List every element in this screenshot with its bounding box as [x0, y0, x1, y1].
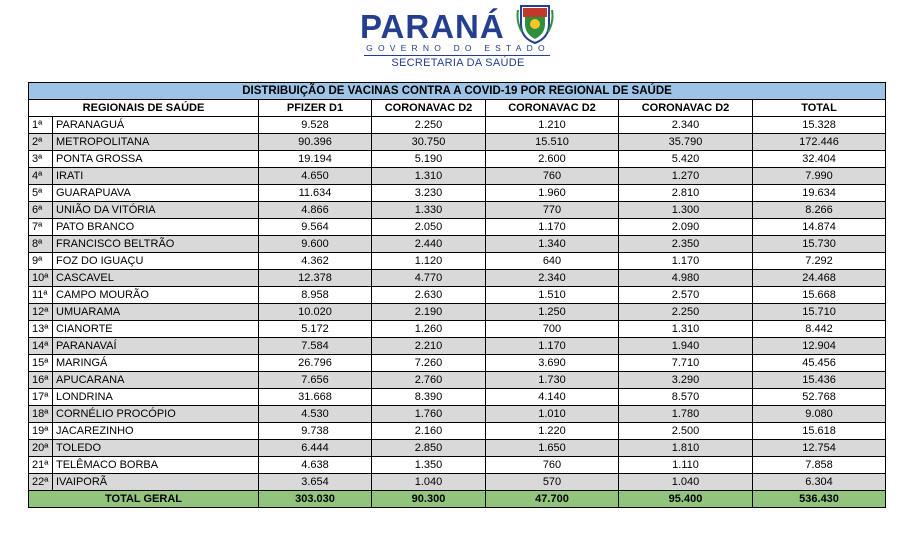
coronavac-d2-c-cell: 1.040: [619, 474, 753, 491]
coronavac-d2-c-cell: 5.420: [619, 151, 753, 168]
region-name: PATO BRANCO: [53, 219, 259, 236]
coronavac-d2-b-cell: 1.510: [486, 287, 619, 304]
header-divider: [364, 55, 550, 56]
table-row: [29, 270, 886, 287]
row-total-cell: 15.710: [753, 304, 886, 321]
coronavac-d2-b-cell: 770: [486, 202, 619, 219]
table-row: [29, 151, 886, 168]
table-row: [29, 457, 886, 474]
coronavac-d2-b-cell: 1.960: [486, 185, 619, 202]
total-cell: 95.400: [619, 491, 753, 508]
region-ordinal: 15ª: [29, 355, 53, 372]
region-name: MARINGÁ: [53, 355, 259, 372]
row-total-cell: 8.442: [753, 321, 886, 338]
pfizer-d1-cell: 4.638: [259, 457, 372, 474]
coronavac-d2-a-cell: 2.190: [372, 304, 486, 321]
region-ordinal: 20ª: [29, 440, 53, 457]
coronavac-d2-b-cell: 15.510: [486, 134, 619, 151]
row-total-cell: 15.328: [753, 117, 886, 134]
pfizer-d1-cell: 4.530: [259, 406, 372, 423]
row-total-cell: 32.404: [753, 151, 886, 168]
table-row: [29, 202, 886, 219]
table-row: [29, 440, 886, 457]
coronavac-d2-b-cell: 1.210: [486, 117, 619, 134]
region-ordinal: 3ª: [29, 151, 53, 168]
region-name: FOZ DO IGUAÇU: [53, 253, 259, 270]
coronavac-d2-a-cell: 1.760: [372, 406, 486, 423]
coronavac-d2-a-cell: 2.440: [372, 236, 486, 253]
pfizer-d1-cell: 9.564: [259, 219, 372, 236]
row-total-cell: 172.446: [753, 134, 886, 151]
region-ordinal: 17ª: [29, 389, 53, 406]
pfizer-d1-cell: 5.172: [259, 321, 372, 338]
region-name: GUARAPUAVA: [53, 185, 259, 202]
pfizer-d1-cell: 10.020: [259, 304, 372, 321]
table-row: [29, 185, 886, 202]
table-row: [29, 253, 886, 270]
coronavac-d2-c-cell: 1.170: [619, 253, 753, 270]
region-name: APUCARANA: [53, 372, 259, 389]
coronavac-d2-c-cell: 2.810: [619, 185, 753, 202]
row-total-cell: 7.990: [753, 168, 886, 185]
column-header-coronavac-d2-a: CORONAVAC D2: [372, 100, 486, 117]
table-row: [29, 389, 886, 406]
column-header-coronavac-d2-b: CORONAVAC D2: [486, 100, 619, 117]
table-row: [29, 338, 886, 355]
region-name: PARANAGUÁ: [53, 117, 259, 134]
coronavac-d2-b-cell: 1.170: [486, 219, 619, 236]
pfizer-d1-cell: 31.668: [259, 389, 372, 406]
row-total-cell: 15.436: [753, 372, 886, 389]
total-cell: 90.300: [372, 491, 486, 508]
region-name: CIANORTE: [53, 321, 259, 338]
row-total-cell: 45.456: [753, 355, 886, 372]
row-total-cell: 15.730: [753, 236, 886, 253]
table-row: [29, 134, 886, 151]
row-total-cell: 12.904: [753, 338, 886, 355]
column-header-regionais: REGIONAIS DE SAÚDE: [29, 100, 259, 117]
pfizer-d1-cell: 9.738: [259, 423, 372, 440]
total-row: [29, 491, 886, 508]
coronavac-d2-b-cell: 1.170: [486, 338, 619, 355]
region-name: METROPOLITANA: [53, 134, 259, 151]
pfizer-d1-cell: 7.584: [259, 338, 372, 355]
coronavac-d2-c-cell: 1.810: [619, 440, 753, 457]
table-header-row: [29, 100, 886, 117]
row-total-cell: 15.668: [753, 287, 886, 304]
coronavac-d2-c-cell: 2.090: [619, 219, 753, 236]
table-row: [29, 372, 886, 389]
coronavac-d2-c-cell: 1.780: [619, 406, 753, 423]
region-ordinal: 19ª: [29, 423, 53, 440]
region-ordinal: 5ª: [29, 185, 53, 202]
coronavac-d2-a-cell: 2.210: [372, 338, 486, 355]
coronavac-d2-b-cell: 1.220: [486, 423, 619, 440]
coronavac-d2-b-cell: 1.010: [486, 406, 619, 423]
pfizer-d1-cell: 9.528: [259, 117, 372, 134]
coronavac-d2-c-cell: 1.310: [619, 321, 753, 338]
table-title-row: [29, 83, 886, 100]
table-title: DISTRIBUIÇÃO DE VACINAS CONTRA A COVID-19 POR REGIONAL DE SAÚDE: [29, 83, 886, 100]
table-row: [29, 287, 886, 304]
coronavac-d2-a-cell: 2.760: [372, 372, 486, 389]
coronavac-d2-c-cell: 8.570: [619, 389, 753, 406]
total-label: TOTAL GERAL: [29, 491, 259, 508]
row-total-cell: 24.468: [753, 270, 886, 287]
row-total-cell: 7.858: [753, 457, 886, 474]
coronavac-d2-c-cell: 7.710: [619, 355, 753, 372]
coronavac-d2-c-cell: 2.570: [619, 287, 753, 304]
table-row: [29, 355, 886, 372]
coronavac-d2-a-cell: 1.120: [372, 253, 486, 270]
coronavac-d2-a-cell: 2.250: [372, 117, 486, 134]
coronavac-d2-b-cell: 2.600: [486, 151, 619, 168]
region-ordinal: 13ª: [29, 321, 53, 338]
row-total-cell: 19.634: [753, 185, 886, 202]
region-name: IRATI: [53, 168, 259, 185]
coronavac-d2-b-cell: 1.340: [486, 236, 619, 253]
region-name: TELÊMACO BORBA: [53, 457, 259, 474]
region-ordinal: 16ª: [29, 372, 53, 389]
column-header-coronavac-d2-c: CORONAVAC D2: [619, 100, 753, 117]
table-row: [29, 423, 886, 440]
coronavac-d2-b-cell: 640: [486, 253, 619, 270]
coronavac-d2-a-cell: 2.630: [372, 287, 486, 304]
coronavac-d2-a-cell: 2.850: [372, 440, 486, 457]
coronavac-d2-c-cell: 2.350: [619, 236, 753, 253]
coronavac-d2-a-cell: 2.050: [372, 219, 486, 236]
pfizer-d1-cell: 4.650: [259, 168, 372, 185]
pfizer-d1-cell: 4.362: [259, 253, 372, 270]
coronavac-d2-b-cell: 3.690: [486, 355, 619, 372]
row-total-cell: 7.292: [753, 253, 886, 270]
region-ordinal: 8ª: [29, 236, 53, 253]
coronavac-d2-c-cell: 2.250: [619, 304, 753, 321]
coronavac-d2-a-cell: 30.750: [372, 134, 486, 151]
coronavac-d2-a-cell: 8.390: [372, 389, 486, 406]
column-header-total: TOTAL: [753, 100, 886, 117]
table-row: [29, 474, 886, 491]
region-name: UMUARAMA: [53, 304, 259, 321]
region-name: JACAREZINHO: [53, 423, 259, 440]
region-ordinal: 21ª: [29, 457, 53, 474]
region-name: LONDRINA: [53, 389, 259, 406]
table-row: [29, 219, 886, 236]
page-header: [0, 0, 915, 82]
region-name: CASCAVEL: [53, 270, 259, 287]
pfizer-d1-cell: 8.958: [259, 287, 372, 304]
row-total-cell: 14.874: [753, 219, 886, 236]
coronavac-d2-c-cell: 4.980: [619, 270, 753, 287]
secretaria-label: SECRETARIA DA SAÚDE: [391, 57, 525, 69]
pfizer-d1-cell: 3.654: [259, 474, 372, 491]
region-name: IVAIPORÃ: [53, 474, 259, 491]
coronavac-d2-c-cell: 1.940: [619, 338, 753, 355]
region-ordinal: 18ª: [29, 406, 53, 423]
brand-wordmark: PARANÁ: [360, 8, 505, 45]
region-name: CAMPO MOURÃO: [53, 287, 259, 304]
coronavac-d2-c-cell: 1.300: [619, 202, 753, 219]
region-ordinal: 1ª: [29, 117, 53, 134]
pfizer-d1-cell: 26.796: [259, 355, 372, 372]
coronavac-d2-c-cell: 1.270: [619, 168, 753, 185]
coronavac-d2-a-cell: 1.310: [372, 168, 486, 185]
coronavac-d2-c-cell: 1.110: [619, 457, 753, 474]
region-name: CORNÉLIO PROCÓPIO: [53, 406, 259, 423]
table-row: [29, 168, 886, 185]
coronavac-d2-b-cell: 1.250: [486, 304, 619, 321]
coronavac-d2-b-cell: 760: [486, 168, 619, 185]
row-total-cell: 12.754: [753, 440, 886, 457]
region-name: PARANAVAÍ: [53, 338, 259, 355]
table-row: [29, 321, 886, 338]
coronavac-d2-b-cell: 2.340: [486, 270, 619, 287]
total-cell: 47.700: [486, 491, 619, 508]
coronavac-d2-a-cell: 4.770: [372, 270, 486, 287]
coronavac-d2-c-cell: 2.340: [619, 117, 753, 134]
row-total-cell: 8.266: [753, 202, 886, 219]
pfizer-d1-cell: 6.444: [259, 440, 372, 457]
row-total-cell: 6.304: [753, 474, 886, 491]
table-body: [29, 117, 886, 491]
region-ordinal: 11ª: [29, 287, 53, 304]
region-name: PONTA GROSSA: [53, 151, 259, 168]
region-ordinal: 10ª: [29, 270, 53, 287]
pfizer-d1-cell: 4.866: [259, 202, 372, 219]
coronavac-d2-c-cell: 35.790: [619, 134, 753, 151]
pfizer-d1-cell: 19.194: [259, 151, 372, 168]
pfizer-d1-cell: 7.656: [259, 372, 372, 389]
row-total-cell: 15.618: [753, 423, 886, 440]
region-ordinal: 4ª: [29, 168, 53, 185]
row-total-cell: 52.768: [753, 389, 886, 406]
coronavac-d2-b-cell: 570: [486, 474, 619, 491]
pfizer-d1-cell: 11.634: [259, 185, 372, 202]
government-label: GOVERNO DO ESTADO: [366, 43, 550, 53]
pfizer-d1-cell: 12.378: [259, 270, 372, 287]
parana-logo: [360, 2, 560, 46]
pfizer-d1-cell: 90.396: [259, 134, 372, 151]
coronavac-d2-a-cell: 2.160: [372, 423, 486, 440]
coronavac-d2-c-cell: 2.500: [619, 423, 753, 440]
coronavac-d2-b-cell: 1.730: [486, 372, 619, 389]
table-row: [29, 304, 886, 321]
coronavac-d2-a-cell: 1.260: [372, 321, 486, 338]
coronavac-d2-b-cell: 1.650: [486, 440, 619, 457]
coronavac-d2-a-cell: 5.190: [372, 151, 486, 168]
coronavac-d2-a-cell: 1.330: [372, 202, 486, 219]
pfizer-d1-cell: 9.600: [259, 236, 372, 253]
total-cell: 536.430: [753, 491, 886, 508]
total-cell: 303.030: [259, 491, 372, 508]
coronavac-d2-a-cell: 1.040: [372, 474, 486, 491]
coat-of-arms-icon: [516, 2, 554, 44]
region-ordinal: 2ª: [29, 134, 53, 151]
region-ordinal: 9ª: [29, 253, 53, 270]
coronavac-d2-b-cell: 4.140: [486, 389, 619, 406]
region-ordinal: 7ª: [29, 219, 53, 236]
region-ordinal: 22ª: [29, 474, 53, 491]
region-name: UNIÃO DA VITÓRIA: [53, 202, 259, 219]
coronavac-d2-b-cell: 700: [486, 321, 619, 338]
coronavac-d2-a-cell: 1.350: [372, 457, 486, 474]
table-row: [29, 406, 886, 423]
table-row: [29, 236, 886, 253]
region-ordinal: 14ª: [29, 338, 53, 355]
table-row: [29, 117, 886, 134]
region-ordinal: 6ª: [29, 202, 53, 219]
coronavac-d2-a-cell: 3.230: [372, 185, 486, 202]
region-name: TOLEDO: [53, 440, 259, 457]
coronavac-d2-a-cell: 7.260: [372, 355, 486, 372]
row-total-cell: 9.080: [753, 406, 886, 423]
region-ordinal: 12ª: [29, 304, 53, 321]
region-name: FRANCISCO BELTRÃO: [53, 236, 259, 253]
coronavac-d2-c-cell: 3.290: [619, 372, 753, 389]
vaccine-distribution-table: [28, 82, 886, 508]
column-header-pfizer-d1: PFIZER D1: [259, 100, 372, 117]
coronavac-d2-b-cell: 760: [486, 457, 619, 474]
